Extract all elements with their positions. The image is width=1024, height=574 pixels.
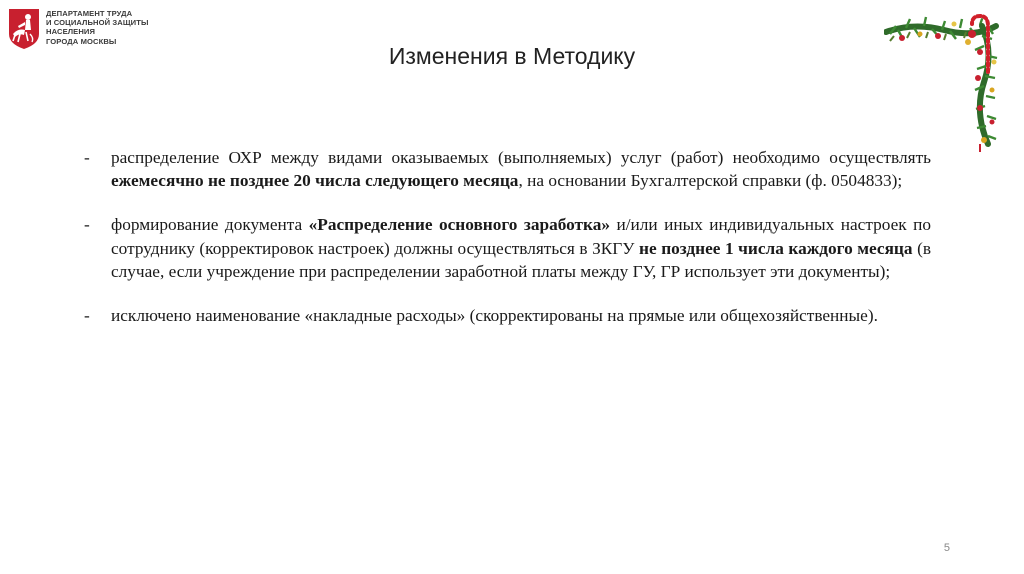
list-item [84, 146, 931, 192]
bullet-text [111, 304, 931, 327]
text-run: формирование документа [111, 215, 309, 235]
organization-name-line: НАСЕЛЕНИЯ [46, 27, 96, 37]
text-run: распределение ОХР между видами оказываемых (выполняемых) услуг (работ) необходимо осуществлять [111, 148, 931, 167]
text-run: исключено наименование «накладные расходы» (скорректированы на прямые или общехозяйственные). [111, 306, 878, 326]
bold-text: «Распределение основного заработка» [308, 215, 611, 235]
text-run: , на основании Бухгалтерской справки (ф. 0504833); [518, 171, 903, 191]
text-run: и/или иных индивидуальных настроек по сотруднику (корректировок настроек) должны осуществляться в ЗКГУ [111, 215, 931, 258]
slide-title: Изменения в Методику [388, 43, 636, 69]
organization-name-line: ДЕПАРТАМЕНТ ТРУДА [46, 9, 133, 18]
list-item [84, 213, 931, 283]
bullet-dash: - [84, 148, 90, 167]
bold-text: ежемесячно не позднее 20 числа следующего месяца [111, 171, 519, 191]
organization-name-line: И СОЦИАЛЬНОЙ ЗАЩИТЫ [46, 18, 149, 28]
christmas-garland-icon [884, 12, 1002, 154]
page-number: 5 [943, 542, 950, 554]
bold-text: не позднее 1 числа каждого месяца [639, 238, 913, 258]
bullet-list [84, 146, 931, 348]
bullet-text [111, 213, 931, 283]
bullet-text [111, 146, 931, 192]
bullet-dash: - [84, 215, 90, 235]
text-run: (в случае, если учреждение при распределении заработной платы между ГУ, ГР использует эти документы); [111, 238, 931, 281]
bullet-dash: - [84, 306, 90, 326]
list-item [84, 304, 931, 327]
organization-name [46, 9, 149, 46]
organization-name-line: ГОРОДА МОСКВЫ [46, 36, 117, 46]
